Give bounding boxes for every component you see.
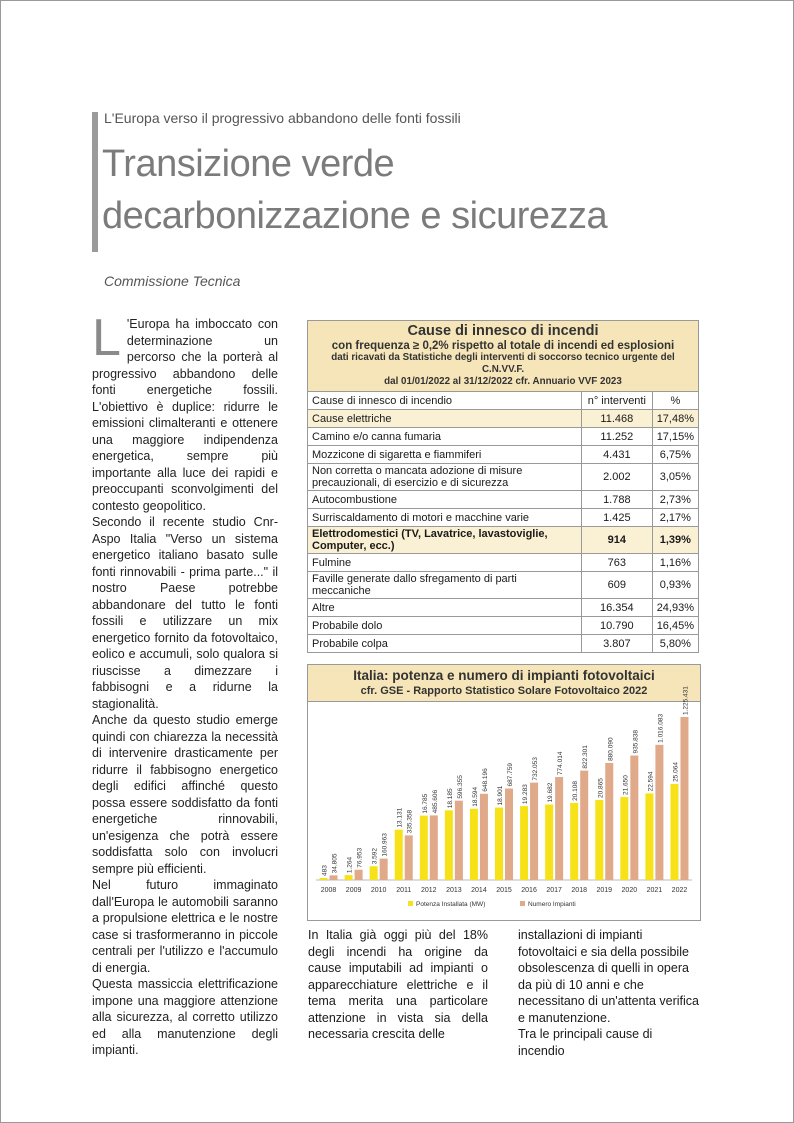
data-label-power: 19.283 [522, 784, 530, 805]
byline: Commissione Tecnica [104, 273, 241, 289]
paragraph-1: L 'Europa ha imboccato con determinazione un percorso che la porterà al progressivo abbandono delle fonti energetiche fossili. L'obiettivo è duplice: ridurre le emissioni climalteranti e ottenere una maggiore indipendenza energetica, sempre più importante alla luce dei rapidi e preoccupanti sconvolgimenti del contesto geopolitico. [92, 309, 278, 513]
x-tick-label: 2013 [446, 887, 462, 894]
column-header-count: n° interventi [581, 392, 652, 410]
right-column [518, 927, 700, 1059]
x-tick-label: 2022 [671, 887, 688, 894]
bar-plants [630, 756, 638, 880]
bar-plants [430, 815, 438, 880]
legend-swatch-power [408, 901, 413, 906]
table-row: Autocombustione 1.788 2,73% [308, 491, 699, 509]
bar-power [670, 784, 678, 880]
table-row: Elettrodomestici (TV, Lavatrice, lavastoviglie, Computer, ecc.) 914 1,39% [308, 527, 699, 554]
kicker: L'Europa verso il progressivo abbandono delle fonti fossili [104, 110, 461, 126]
column-header-cause: Cause di innesco di incendio [308, 392, 582, 410]
data-label-plants: 485.606 [431, 789, 439, 814]
data-label-plants: 1.016.083 [657, 713, 665, 743]
right-paragraph-2: Tra le principali cause di incendio [518, 1027, 653, 1058]
bar-power [370, 866, 378, 880]
bar-plants [455, 801, 463, 880]
table-row: Cause elettriche 11.468 17,48% [308, 410, 699, 428]
data-label-plants: 160.963 [381, 833, 389, 857]
data-label-plants: 732.053 [532, 757, 540, 781]
page-title [102, 138, 607, 242]
column-header-percent: % [652, 392, 698, 410]
bar-plants [355, 870, 363, 880]
data-label-plants: 76.953 [356, 847, 364, 868]
x-tick-label: 2010 [370, 887, 387, 894]
right-paragraph-1: installazioni di impianti fotovoltaici e sia della possibile obsolescenza di quelli in opera da più di 10 anni e che necessitano di un'attenta verifica e manutenzione. [518, 928, 699, 1025]
bar-plants [555, 777, 563, 880]
data-label-power: 20.108 [572, 781, 580, 801]
pv-chart-title: Italia: potenza e numero di impianti fotovoltaici [353, 668, 655, 683]
bar-power [345, 875, 353, 880]
data-label-power: 19.682 [547, 782, 555, 803]
data-label-plants: 880.090 [607, 737, 615, 761]
paragraph-3: Anche da questo studio emerge quindi con chiarezza la necessità di intervenire drasticamente per ridurre il fabbisogno energetico degli edifici affinché questo possa essere soddisfatto da fonti energetiche rinnovabili, un'esigenza che potrà essere soddisfatta solo con involucri sempre più efficienti. [92, 713, 278, 876]
bar-power [545, 805, 553, 880]
causes-table-header [307, 320, 699, 391]
bar-plants [330, 875, 338, 880]
table-row: Altre 16.354 24,93% [308, 599, 699, 617]
causes-table-title: Cause di innesco di incendi [407, 323, 599, 339]
bar-power [470, 809, 478, 880]
bar-power [495, 808, 503, 880]
data-label-power: 13.131 [396, 807, 404, 828]
data-label-power: 483 [321, 865, 329, 876]
bar-plants [405, 835, 413, 880]
data-label-power: 1.264 [346, 856, 354, 874]
x-tick-label: 2011 [396, 887, 412, 894]
mid-column [308, 927, 488, 1043]
bar-power [420, 816, 428, 880]
data-label-plants: 1.225.431 [682, 686, 690, 715]
pv-chart-header [308, 665, 700, 702]
bar-plants [655, 745, 663, 880]
title-line-2: decarbonizzazione e sicurezza [102, 195, 608, 237]
table-row: Camino e/o canna fumaria 11.252 17,15% [308, 428, 699, 446]
causes-table-subtitle: con frequenza ≥ 0,2% rispetto al totale di incendi ed esplosioni [331, 340, 675, 352]
data-label-power: 20.865 [597, 778, 605, 799]
pv-chart-box [307, 664, 701, 921]
data-label-plants: 687.759 [507, 763, 514, 787]
legend-swatch-plants [520, 901, 525, 906]
paragraph-4: Nel futuro immaginato dall'Europa le automobili saranno a propulsione elettrica e le nostre case si trasformeranno in piccole centrali per l'utilizzo e l'accumulo di energia. [92, 878, 278, 975]
bar-power [645, 793, 653, 880]
data-label-power: 16.785 [421, 793, 429, 814]
table-row: Probabile colpa 3.807 5,80% [308, 635, 699, 653]
bar-power [445, 810, 453, 880]
paragraph-5: Questa massiccia elettrificazione impone una maggiore attenzione alla sicurezza, al corretto utilizzo ed alla manutenzione degli impianti. [92, 977, 278, 1057]
data-label-plants: 648.196 [481, 768, 489, 792]
bar-power [595, 800, 603, 880]
x-tick-label: 2009 [345, 887, 362, 894]
bar-plants [380, 859, 388, 880]
causes-table-source-2: dal 01/01/2022 al 31/12/2022 cfr. Annuario VVF 2023 [384, 376, 622, 387]
data-label-power: 22.594 [647, 771, 655, 792]
x-tick-label: 2019 [596, 887, 613, 894]
dropcap: L [92, 309, 121, 367]
bar-plants [480, 794, 488, 880]
bar-power [520, 806, 528, 880]
data-label-plants: 596.355 [456, 775, 464, 799]
causes-table-source-1: dati ricavati da Statistiche degli interventi di soccorso tecnico urgente del C.N.VV.F. [331, 352, 675, 375]
x-tick-label: 2008 [320, 887, 337, 894]
legend-label-plants: Numero Impianti [528, 901, 576, 908]
left-column [92, 309, 278, 1059]
x-tick-label: 2020 [621, 887, 638, 894]
pv-chart-subtitle: cfr. GSE - Rapporto Statistico Solare Fotovoltaico 2022 [360, 685, 648, 697]
bar-plants [605, 763, 613, 880]
legend-label-power: Potenza Installata (MW) [416, 901, 486, 908]
mid-paragraph: In Italia già oggi più del 18% degli incendi ha origine da cause imputabili ad impianti o apparecchiature elettriche e il tema merita una particolare attenzione in vista sia della necessaria crescita delle [308, 928, 488, 1041]
bar-power [620, 797, 628, 880]
causes-table [307, 391, 699, 653]
data-label-plants: 822.301 [582, 745, 590, 769]
data-label-plants: 935.838 [632, 730, 640, 754]
x-tick-label: 2012 [421, 887, 437, 894]
data-label-power: 21.650 [622, 775, 630, 796]
x-tick-label: 2014 [471, 887, 487, 894]
bar-plants [505, 789, 513, 880]
data-label-power: 18.185 [446, 788, 454, 809]
data-label-power: 3.592 [371, 847, 379, 865]
causes-table-box [307, 320, 699, 653]
table-row: Surriscaldamento di motori e macchine varie 1.425 2,17% [308, 509, 699, 527]
data-label-plants: 774.014 [557, 751, 565, 776]
x-tick-label: 2021 [646, 887, 663, 894]
title-line-1: Transizione verde [102, 143, 395, 185]
table-row: Non corretta o mancata adozione di misure precauzionali, di esercizio e di sicurezza 2.002 3,05% [308, 464, 699, 491]
data-label-plants: 34.805 [331, 853, 339, 874]
data-label-power: 25.064 [672, 762, 680, 782]
x-tick-label: 2018 [571, 887, 587, 894]
table-row: Fulmine 763 1,16% [308, 554, 699, 572]
data-label-power: 18.901 [497, 785, 504, 806]
paragraph-2: Secondo il recente studio Cnr-Aspo Italia "Verso un sistema energetico italiano basato sulle fonti rinnovabili - prima parte..." il nostro Paese potrebbe abbandonare del tutto le fonti fossili e utilizzare un mix energetico fornito da fotovoltaico, eolico e accumuli, solo qualora si riuscisse a dimezzare i fabbisogni e a ridurne la stagionalità. [92, 515, 278, 711]
table-row: Probabile dolo 10.790 16,45% [308, 617, 699, 635]
header-accent-bar [92, 112, 98, 252]
bar-plants [680, 717, 688, 880]
bar-power [570, 803, 578, 880]
bar-plants [530, 783, 538, 880]
bar-power [320, 878, 328, 880]
table-row: Faville generate dallo sfregamento di parti meccaniche 609 0,93% [308, 572, 699, 599]
x-tick-label: 2015 [496, 887, 512, 894]
x-tick-label: 2016 [521, 887, 537, 894]
x-tick-label: 2017 [546, 887, 562, 894]
bar-plants [580, 771, 588, 880]
data-label-power: 18.594 [471, 786, 479, 807]
bar-power [395, 830, 403, 880]
data-label-plants: 335.358 [406, 809, 414, 834]
table-header-row [308, 392, 699, 410]
table-row: Mozzicone di sigaretta e fiammiferi 4.431 6,75% [308, 446, 699, 464]
